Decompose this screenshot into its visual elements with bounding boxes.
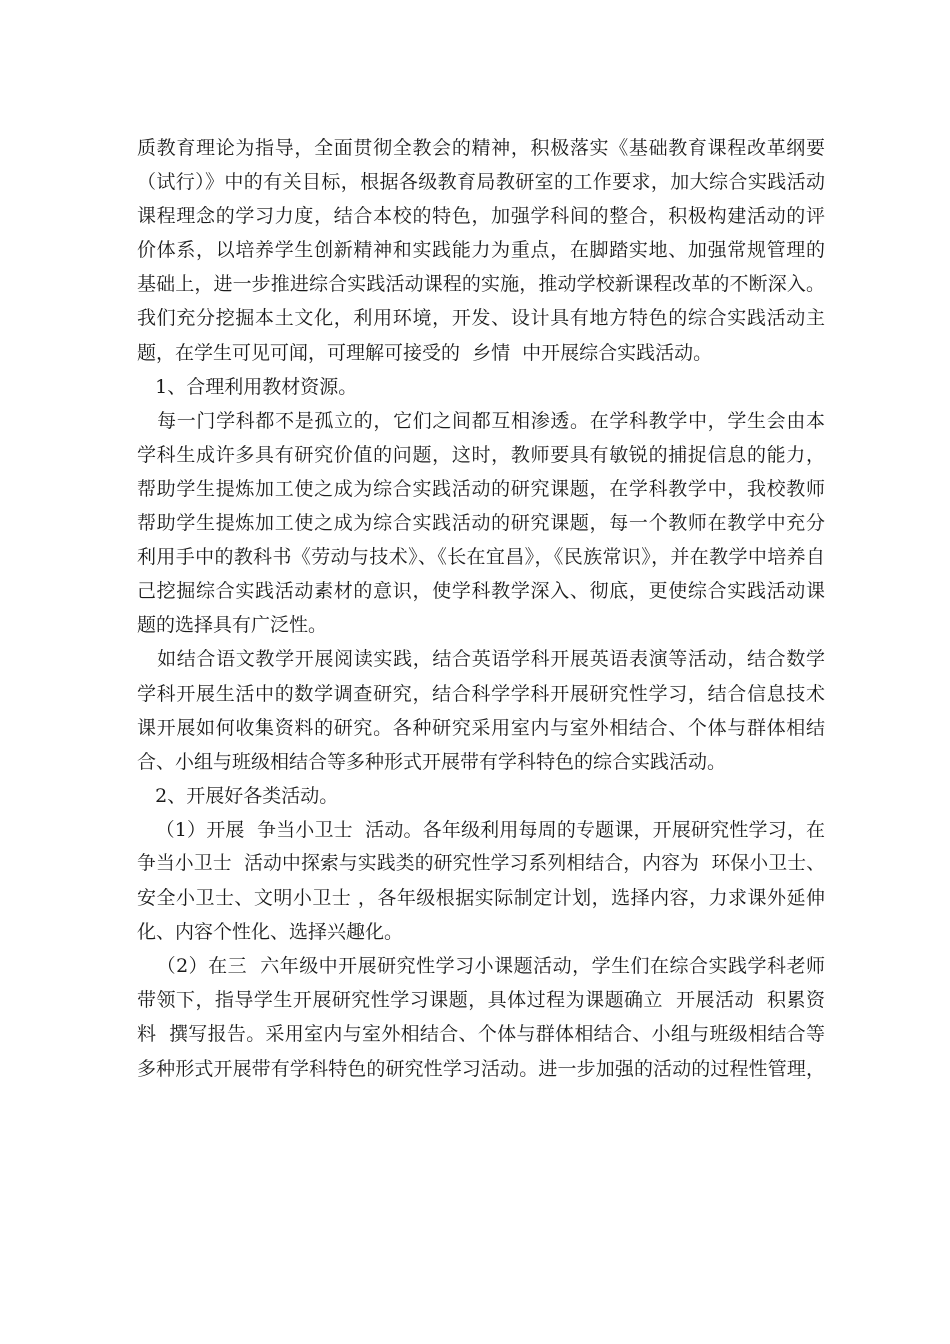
text-line: 帮助学生提炼加工使之成为综合实践活动的研究课题，每一个教师在教学中充分 <box>137 512 825 535</box>
text-line: 化、内容个性化、选择兴趣化。 <box>137 921 404 944</box>
text-line: 基础上，进一步推进综合实践活动课程的实施，推动学校新课程改革的不断深入。 <box>137 273 825 296</box>
text-line: 争当小卫士 活动中探索与实践类的研究性学习系列相结合，内容为 环保小卫士、 <box>137 852 825 874</box>
text-line: 价体系，以培养学生创新精神和实践能力为重点，在脚踏实地、加强常规管理的 <box>137 239 825 262</box>
text-line: 质教育理论为指导，全面贯彻全教会的精神，积极落实《基础教育课程改革纲要 <box>137 137 825 159</box>
text-line: 每一门学科都不是孤立的，它们之间都互相渗透。在学科教学中，学生会由本 <box>137 409 825 432</box>
text-line: 多种形式开展带有学科特色的研究性学习活动。进一步加强的活动的过程性管理， <box>137 1057 825 1080</box>
text-line: 课程理念的学习力度，结合本校的特色，加强学科间的整合，积极构建活动的评 <box>137 205 825 228</box>
text-line: （1）开展 争当小卫士 活动。各年级利用每周的专题课，开展研究性学习，在 <box>137 818 825 841</box>
text-line: 2、开展好各类活动。 <box>137 784 339 807</box>
text-line: 帮助学生提炼加工使之成为综合实践活动的研究课题，在学科教学中，我校教师 <box>137 477 825 500</box>
text-line: 己挖掘综合实践活动素材的意识，使学科教学深入、彻底，更使综合实践活动课 <box>137 580 825 603</box>
text-line: 料 撰写报告。采用室内与室外相结合、个体与群体相结合、小组与班级相结合等 <box>137 1023 825 1046</box>
text-line: 利用手中的教科书《劳动与技术》、《长在宜昌》，《民族常识》，并在教学中培养自 <box>137 546 825 569</box>
text-line: 带领下，指导学生开展研究性学习课题，具体过程为课题确立 开展活动 积累资 <box>137 989 825 1012</box>
text-line: 如结合语文教学开展阅读实践，结合英语学科开展英语表演等活动，结合数学 <box>137 648 825 671</box>
text-line: 安全小卫士、文明小卫士 ，各年级根据实际制定计划，选择内容，力求课外延伸 <box>137 887 825 910</box>
text-line: 合、小组与班级相结合等多种形式开展带有学科特色的综合实践活动。 <box>137 750 727 773</box>
text-line: （试行）》中的有关目标，根据各级教育局教研室的工作要求，加大综合实践活动 <box>137 171 825 194</box>
text-line: 学科开展生活中的数学调查研究，结合科学学科开展研究性学习，结合信息技术 <box>137 682 825 705</box>
text-line: 1、合理利用教材资源。 <box>137 375 358 398</box>
text-line: 题的选择具有广泛性。 <box>137 614 328 637</box>
text-line: 题，在学生可见可闻，可理解可接受的 乡情 中开展综合实践活动。 <box>137 341 713 364</box>
text-line: 学科生成许多具有研究价值的问题，这时，教师要具有敏锐的捕捉信息的能力， <box>137 443 825 466</box>
text-line: （2）在三 六年级中开展研究性学习小课题活动，学生们在综合实践学科老师 <box>137 955 825 978</box>
text-line: 我们充分挖掘本土文化，利用环境，开发、设计具有地方特色的综合实践活动主 <box>137 307 825 330</box>
text-line: 课开展如何收集资料的研究。各种研究采用室内与室外相结合、个体与群体相结 <box>137 716 825 739</box>
body-text <box>137 131 825 1086</box>
